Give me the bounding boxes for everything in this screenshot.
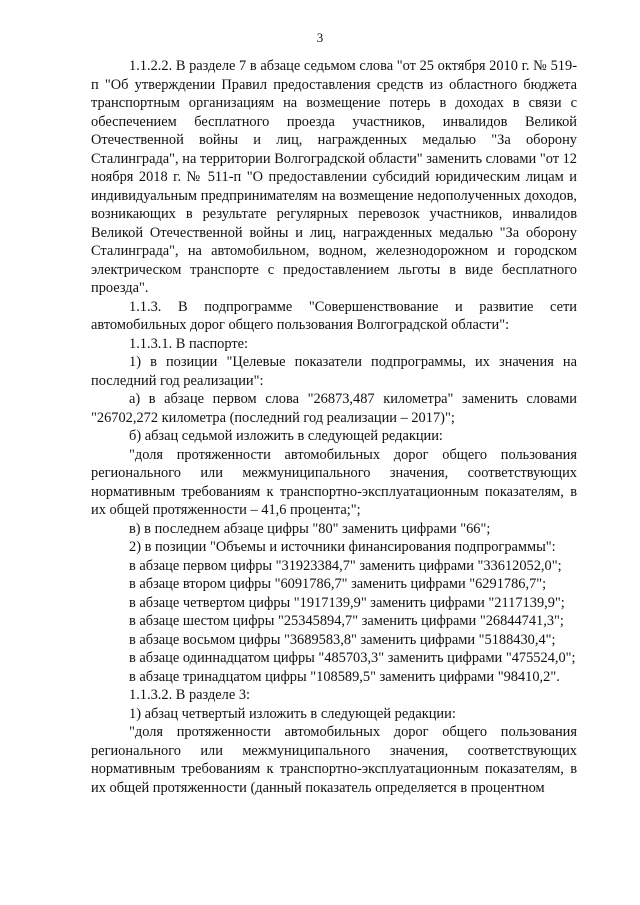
paragraph: в абзаце втором цифры "6091786,7" заменить цифрами "6291786,7"; — [129, 576, 547, 592]
paragraph: в абзаце одиннадцатом цифры "485703,3" заменить цифрами "475524,0"; — [129, 650, 576, 666]
paragraph: в абзаце первом цифры "31923384,7" заменить цифрами "33612052,0"; — [129, 557, 562, 574]
paragraph: 1) абзац четвертый изложить в следующей редакции: — [129, 705, 456, 722]
paragraph: 1) в позиции "Целевые показатели подпрограммы, их значения на последний год реализации": — [91, 354, 577, 389]
paragraph: б) абзац седьмой изложить в следующей редакции: — [129, 428, 443, 444]
paragraph: "доля протяженности автомобильных дорог общего пользования регионального или межмуниципального значения, соответствующих нормативным требованиям к транспортно-эксплуатационным показателям, в их общей протяженности – 41,6 процента;"; — [91, 446, 577, 518]
paragraph: в) в последнем абзаце цифры "80" заменить цифрами "66"; — [129, 520, 491, 537]
paragraph: 1.1.2.2. В разделе 7 в абзаце седьмом слова "от 25 октября 2010 г. № 519-п "Об утверждении Правил предоставления средств из областного бюджета транспортным организациям на возмещение потерь в доходах в связи с обеспечением бесплатного проезда участников, инвалидов Великой Отечественной войны и лиц, награжденных медалью "За оборону Сталинграда", на территории Волгоградской области" заменить словами "от 12 ноября 2018 г. № 511-п "О предоставлении субсидий юридическим лицам и индивидуальным предпринимателям на возмещение недополученных доходов, возникающих в результате регулярных перевозок участников, инвалидов Великой Отечественной войны и лиц, награжденных медалью "За оборону Сталинграда", на автомобильном, водном, железнодорожном и городском электрическом транспорте с предоставлением льготы в виде бесплатного проезда". — [91, 58, 577, 296]
paragraph: а) в абзаце первом слова "26873,487 километра" заменить словами "26702,272 километра (последний год реализации – 2017)"; — [91, 391, 577, 426]
paragraph: 1.1.3.1. В паспорте: — [129, 335, 249, 352]
paragraph: в абзаце шестом цифры "25345894,7" заменить цифрами "26844741,3"; — [129, 613, 564, 629]
page-number: 3 — [316, 30, 324, 45]
paragraph: 1.1.3.2. В разделе 3: — [129, 687, 251, 703]
paragraph: "доля протяженности автомобильных дорог общего пользования регионального или межмуниципального значения, соответствующих нормативным требованиям к транспортно-эксплуатационным показателям, в их общей протяженности (данный показатель определяется в процентном — [91, 724, 577, 796]
paragraph: в абзаце тринадцатом цифры "108589,5" заменить цифрами "98410,2". — [129, 668, 560, 685]
paragraph: 1.1.3. В подпрограмме "Совершенствование и развитие сети автомобильных дорог общего пользования Волгоградской области": — [91, 298, 577, 333]
paragraph: в абзаце четвертом цифры "1917139,9" заменить цифрами "2117139,9"; — [129, 594, 565, 611]
document-body — [91, 57, 577, 797]
paragraph: 2) в позиции "Объемы и источники финансирования подпрограммы": — [129, 539, 556, 555]
paragraph: в абзаце восьмом цифры "3689583,8" заменить цифрами "5188430,4"; — [129, 631, 556, 648]
